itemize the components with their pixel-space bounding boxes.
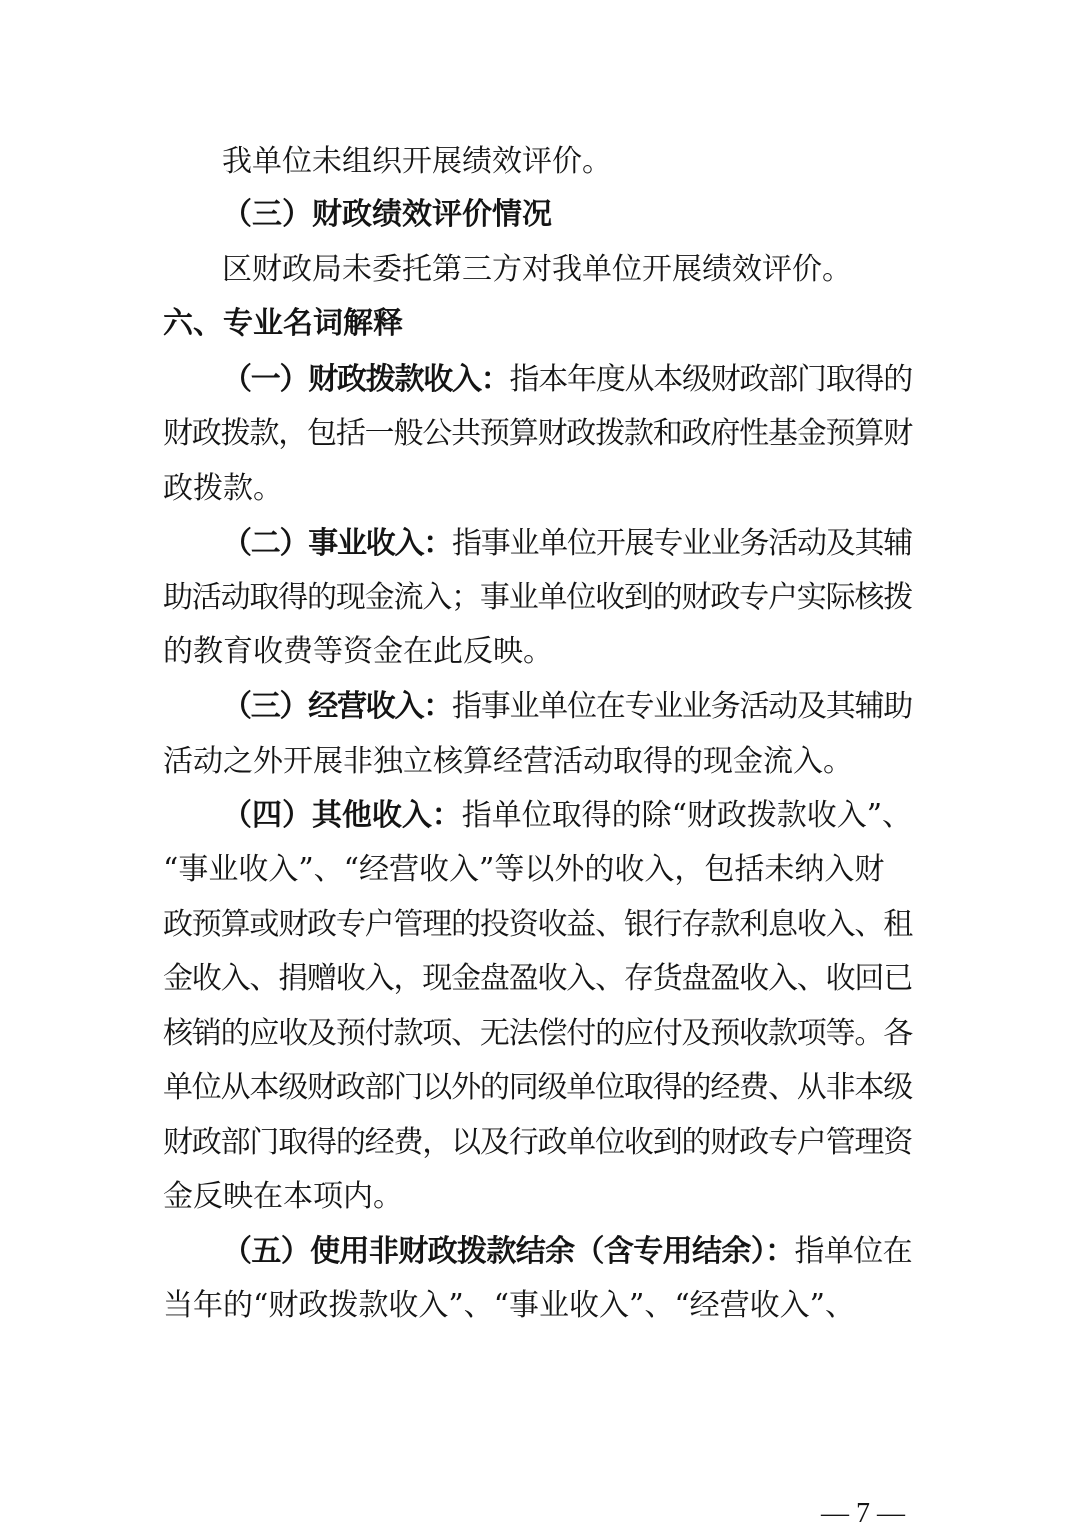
text-span: （三）财政绩效评价情况	[222, 197, 552, 232]
text-span: 活动之外开展非独立核算经营活动取得的现金流入。	[163, 744, 853, 779]
term-label: （二）事业收入：	[222, 526, 452, 561]
text-span: 政拨款。	[163, 471, 283, 506]
text-span: 指本年度从本级财政部门取得的	[509, 362, 912, 397]
text-span: 财政拨款，包括一般公共预算财政拨款和政府性基金预算财	[163, 416, 912, 451]
text-span: 金反映在本项内。	[163, 1179, 403, 1214]
text-span: 助活动取得的现金流入；事业单位收到的财政专户实际核拨	[163, 580, 912, 615]
term-label: （五）使用非财政拨款结余（含专用结余）：	[222, 1234, 795, 1269]
term-label: （四）其他收入：	[222, 798, 462, 833]
text-span: 金收入、捐赠收入，现金盘盈收入、存货盘盈收入、收回已	[163, 961, 912, 996]
text-span: 政预算或财政专户管理的投资收益、银行存款利息收入、租	[163, 907, 912, 942]
text-span: 的教育收费等资金在此反映。	[163, 634, 553, 669]
text-span: “事业收入”、“经营收入”等以外的收入，包括未纳入财	[163, 852, 885, 887]
text-span: 指单位取得的除“财政拨款收入”、	[461, 798, 912, 833]
text-span: 区财政局未委托第三方对我单位开展绩效评价。	[222, 252, 852, 287]
term-label: （一）财政拨款收入：	[222, 362, 510, 397]
paragraph-text	[0, 1274, 1074, 1338]
text-span: 指事业单位在专业业务活动及其辅助	[452, 689, 912, 724]
text-span: 我单位未组织开展绩效评价。	[222, 144, 612, 179]
text-span: 指事业单位开展专业业务活动及其辅	[452, 526, 912, 561]
text-span: 财政部门取得的经费，以及行政单位收到的财政专户管理资	[163, 1125, 912, 1160]
chapter-heading	[0, 292, 1074, 356]
page-number: — 7 —	[821, 1498, 905, 1529]
text-span: 单位从本级财政部门以外的同级单位取得的经费、从非本级	[163, 1070, 912, 1105]
text-span: 六、专业名词解释	[163, 306, 403, 341]
term-label: （三）经营收入：	[222, 689, 452, 724]
text-span: 当年的“财政拨款收入”、“事业收入”、“经营收入”、	[163, 1288, 856, 1323]
text-span: 核销的应收及预付款项、无法偿付的应付及预收款项等。各	[163, 1016, 912, 1051]
text-span: 指单位在	[794, 1234, 912, 1269]
